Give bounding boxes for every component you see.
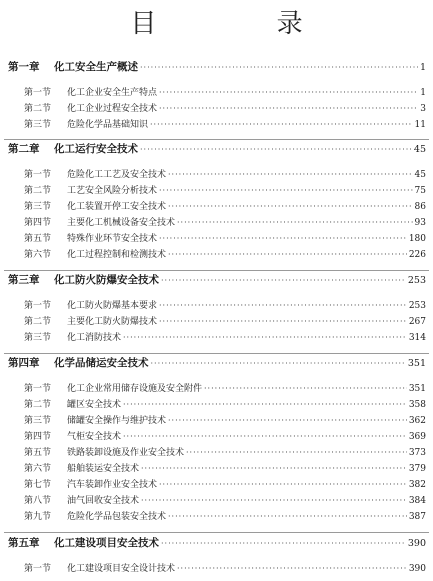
page-number: 362 [408,416,426,426]
page-number: 390 [408,564,426,574]
section-entry[interactable] [24,168,426,181]
leader-dots [177,216,413,229]
chapter-title: 化工安全生产概述 [54,61,138,73]
section-title: 化工装置开停工安全技术 [67,202,167,212]
section-entry[interactable] [24,331,426,344]
section-number: 第四节 [24,218,52,228]
section-title: 化工企业安全生产特点 [67,88,158,98]
section-number: 第八节 [24,496,52,506]
chapter-number: 第五章 [8,537,40,549]
page-number: 1 [420,88,426,98]
section-title: 气柜安全技术 [67,432,122,442]
leader-dots [123,430,407,443]
section-title: 主要化工机械设备安全技术 [67,218,176,228]
chapter-title: 化工运行安全技术 [54,143,138,155]
section-title: 化工防火防爆基本要求 [67,301,158,311]
leader-dots [168,200,413,213]
section-number: 第二节 [24,186,52,196]
section-entry[interactable] [24,382,426,395]
section-number: 第七节 [24,480,52,490]
leader-dots [140,143,412,156]
section-title: 船舶装运安全技术 [67,464,140,474]
section-title: 危险化工工艺及安全技术 [67,170,167,180]
section-title: 危险化学品基础知识 [67,120,149,130]
chapter-title: 化学品储运安全技术 [54,357,149,369]
section-entry[interactable] [24,299,426,312]
section-number: 第三节 [24,333,52,343]
chapter-entry[interactable] [8,357,426,370]
section-title: 主要化工防火防爆技术 [67,317,158,327]
leader-dots [159,86,418,99]
page-number: 358 [408,400,426,410]
section-entry[interactable] [24,86,426,99]
leader-dots [168,248,407,261]
section-entry[interactable] [24,446,426,459]
section-number: 第二节 [24,400,52,410]
section-title: 油气回收安全技术 [67,496,140,506]
section-number: 第六节 [24,464,52,474]
chapter-number: 第三章 [8,274,40,286]
page-number: 180 [408,234,426,244]
section-number: 第九节 [24,512,52,522]
leader-dots [159,299,407,312]
section-number: 第一节 [24,170,52,180]
section-entry[interactable] [24,184,426,197]
page-number: 253 [408,301,426,311]
section-entry[interactable] [24,200,426,213]
page-number: 387 [408,512,426,522]
section-title: 汽车装卸作业安全技术 [67,480,158,490]
chapter-entry[interactable] [8,537,426,550]
chapter-divider [4,353,429,354]
page-title: 目 录 [130,9,359,39]
section-number: 第一节 [24,384,52,394]
page-number: 11 [414,120,426,130]
section-number: 第五节 [24,448,52,458]
section-entry[interactable] [24,102,426,115]
page-number: 45 [414,170,426,180]
leader-dots [151,357,406,370]
leader-dots [186,446,407,459]
section-title: 化工消防技术 [67,333,122,343]
section-entry[interactable] [24,478,426,491]
page-number: 314 [408,333,426,343]
page-number: 382 [408,480,426,490]
section-title: 危险化学品包装安全技术 [67,512,167,522]
page-number: 226 [408,250,426,260]
leader-dots [177,562,407,575]
chapter-entry[interactable] [8,61,426,74]
page-number: 253 [407,275,426,286]
page-number: 267 [408,317,426,327]
section-title: 工艺安全风险分析技术 [67,186,158,196]
section-entry[interactable] [24,494,426,507]
section-number: 第三节 [24,120,52,130]
page-number: 351 [407,358,426,369]
section-title: 罐区安全技术 [67,400,122,410]
section-number: 第三节 [24,416,52,426]
leader-dots [161,537,406,550]
leader-dots [140,61,418,74]
section-entry[interactable] [24,315,426,328]
page-number: 369 [408,432,426,442]
page-number: 384 [408,496,426,506]
leader-dots [161,274,406,287]
page-number: 3 [420,104,426,114]
section-entry[interactable] [24,248,426,261]
page-number: 373 [408,448,426,458]
section-number: 第二节 [24,104,52,114]
leader-dots [159,315,407,328]
section-title: 化工企业过程安全技术 [67,104,158,114]
leader-dots [141,494,407,507]
section-entry[interactable] [24,414,426,427]
chapter-number: 第二章 [8,143,40,155]
page-number: 390 [407,538,426,549]
leader-dots [159,102,418,115]
section-entry[interactable] [24,562,426,575]
page-number: 379 [408,464,426,474]
page-number: 93 [414,218,426,228]
leader-dots [159,184,413,197]
section-entry[interactable] [24,462,426,475]
chapter-divider [4,532,429,533]
section-entry[interactable] [24,232,426,245]
section-title: 特殊作业环节安全技术 [67,234,158,244]
chapter-title: 化工建设项目安全技术 [54,537,159,549]
section-number: 第二节 [24,317,52,327]
chapter-number: 第一章 [8,61,40,73]
page-number: 1 [419,62,426,73]
leader-dots [159,232,407,245]
chapter-title: 化工防火防爆安全技术 [54,274,159,286]
page-number: 86 [414,202,426,212]
section-title: 化工过程控制和检测技术 [67,250,167,260]
chapter-entry[interactable] [8,143,426,156]
section-title: 化工企业常用储存设施及安全附件 [67,384,203,394]
section-number: 第六节 [24,250,52,260]
chapter-divider [4,139,429,140]
section-entry[interactable] [24,118,426,131]
leader-dots [168,168,413,181]
page-number: 45 [413,144,426,155]
chapter-entry[interactable] [8,274,426,287]
section-number: 第五节 [24,234,52,244]
section-number: 第一节 [24,301,52,311]
section-entry[interactable] [24,398,426,411]
section-number: 第一节 [24,564,52,574]
leader-dots [159,478,407,491]
chapter-number: 第四章 [8,357,40,369]
section-number: 第三节 [24,202,52,212]
section-number: 第一节 [24,88,52,98]
section-entry[interactable] [24,216,426,229]
chapter-divider [4,270,429,271]
section-entry[interactable] [24,430,426,443]
leader-dots [204,382,407,395]
leader-dots [168,414,407,427]
leader-dots [141,462,407,475]
section-number: 第四节 [24,432,52,442]
section-title: 铁路装卸设施及作业安全技术 [67,448,185,458]
leader-dots [123,331,407,344]
section-title: 化工建设项目安全设计技术 [67,564,176,574]
leader-dots [150,118,413,131]
section-entry[interactable] [24,510,426,523]
leader-dots [123,398,407,411]
leader-dots [168,510,407,523]
section-title: 储罐安全操作与维护技术 [67,416,167,426]
page-number: 351 [408,384,426,394]
page-number: 75 [414,186,426,196]
